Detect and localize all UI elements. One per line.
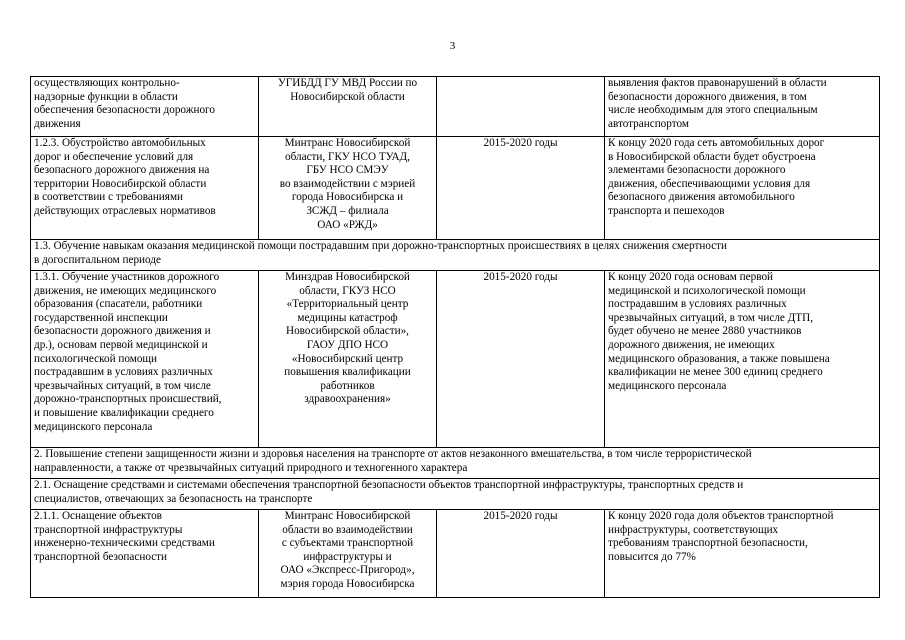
result-cell: К концу 2020 года доля объектов транспортной инфраструктуры, соответствующих требованиям транспортной безопасности, повысится до 77% [605,510,880,598]
period-cell: 2015-2020 годы [437,510,605,598]
action-cell: 1.3.1. Обучение участников дорожного движения, не имеющих медицинского образования (спасатели, работники государственной инспекции безопасности дорожного движения и др.), основам первой медицинской и психологической помощи пострадавшим в условиях различных чрезвычайных ситуаций, в том числе дорожно-транспортных происшествий, и повышение квалификации среднего медицинского персонала [31,271,259,448]
section-heading: 2. Повышение степени защищенности жизни и здоровья населения на транспорте от актов незаконного вмешательства, в том числе террористической направленности, а также от чрезвычайных ситуаций природного и техногенного характера [31,448,880,479]
table-row [31,77,880,137]
measures-table [30,76,880,598]
table-row [31,510,880,598]
table-row [31,271,880,448]
section-heading: 2.1. Оснащение средствами и системами обеспечения транспортной безопасности объектов транспортной инфраструктуры, транспортных средств и специалистов, отвечающих за безопасность на транспорте [31,479,880,510]
period-cell: 2015-2020 годы [437,271,605,448]
executors-cell: Минздрав Новосибирской области, ГКУЗ НСО «Территориальный центр медицины катастроф Новосибирской области», ГАОУ ДПО НСО «Новосибирский центр повышения квалификации работников здравоохранения» [259,271,437,448]
section-row [31,479,880,510]
executors-cell: Минтранс Новосибирской области, ГКУ НСО ТУАД, ГБУ НСО СМЭУ во взаимодействии с мэрией города Новосибирска и ЗСЖД – филиала ОАО «РЖД» [259,137,437,240]
section-heading: 1.3. Обучение навыкам оказания медицинской помощи пострадавшим при дорожно-транспортных происшествиях в целях снижения смертности в догоспитальном периоде [31,240,880,271]
result-cell: К концу 2020 года сеть автомобильных дорог в Новосибирской области будет обустроена элементами безопасности дорожного движения, обеспечивающими условия для безопасного движения автомобильного транспорта и пешеходов [605,137,880,240]
result-cell: К концу 2020 года основам первой медицинской и психологической помощи пострадавшим в условиях различных чрезвычайных ситуаций, в том числе ДТП, будет обучено не менее 2880 участников дорожного движения, не имеющих медицинского образования, а также повышена квалификации не менее 300 единиц среднего медицинского персонала [605,271,880,448]
table-row [31,137,880,240]
section-row [31,240,880,271]
action-cell: 2.1.1. Оснащение объектов транспортной инфраструктуры инженерно-техническими средствами транспортной безопасности [31,510,259,598]
period-cell: 2015-2020 годы [437,137,605,240]
action-cell: 1.2.3. Обустройство автомобильных дорог и обеспечение условий для безопасного дорожного движения на территории Новосибирской области в соответствии с требованиями действующих отраслевых нормативов [31,137,259,240]
period-cell [437,77,605,137]
section-row [31,448,880,479]
executors-cell: Минтранс Новосибирской области во взаимодействии с субъектами транспортной инфраструктуры и ОАО «Экспресс-Пригород», мэрия города Новосибирска [259,510,437,598]
executors-cell: УГИБДД ГУ МВД России по Новосибирской области [259,77,437,137]
action-cell: осуществляющих контрольно- надзорные функции в области обеспечения безопасности дорожного движения [31,77,259,137]
page-number: 3 [449,40,456,52]
result-cell: выявления фактов правонарушений в области безопасности дорожного движения, в том числе необходимым для этого специальным автотранспортом [605,77,880,137]
